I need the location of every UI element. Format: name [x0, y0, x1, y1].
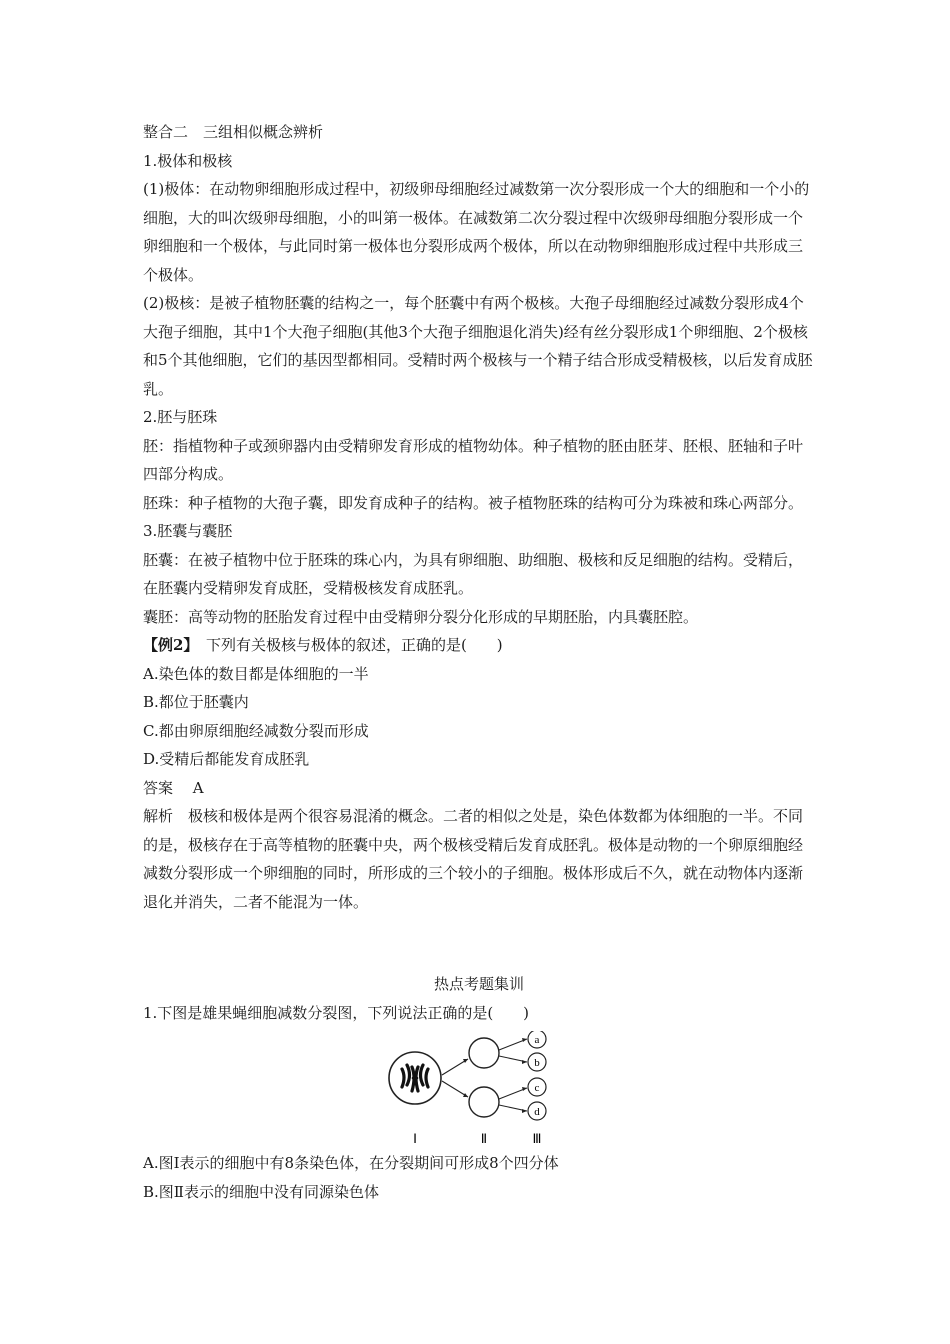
- analysis-label: 解析: [143, 807, 174, 825]
- section-3-paragraph-2: 囊胚：高等动物的胚胎发育过程中由受精卵分裂分化形成的早期胚胎，内具囊胚腔。: [143, 607, 699, 626]
- spacer: [143, 916, 815, 970]
- example-option-d: D.受精后都能发育成胚乳: [143, 750, 310, 768]
- label-b: b: [534, 1057, 540, 1069]
- meiosis-diagram: [388, 1031, 568, 1147]
- training-option-b: B.图Ⅱ表示的细胞中没有同源染色体: [143, 1182, 379, 1201]
- example-analysis: [143, 802, 815, 916]
- example-option-b: B.都位于胚囊内: [143, 693, 249, 711]
- cell-II-bottom: [469, 1087, 499, 1117]
- label-c: c: [534, 1082, 540, 1094]
- example-option-a: A.染色体的数目都是体细胞的一半: [143, 664, 369, 683]
- chromosomes-icon: [402, 1065, 428, 1091]
- label-d: d: [534, 1106, 540, 1118]
- example-question: [143, 631, 815, 660]
- training-title: 热点考题集训: [433, 975, 524, 993]
- stage-label-II: Ⅱ: [480, 1131, 488, 1146]
- section-1-paragraph-2: (2)极核：是被子植物胚囊的结构之一，每个胚囊中有两个极核。大孢子母细胞经过减数分裂形成4个大孢子细胞，其中1个大孢子细胞(其他3个大孢子细胞退化消失)经有丝分裂形成1个卵细胞、2个极核和5个其他细胞，它们的基因型都相同。受精时两个极核与一个精子结合形成受精极核，以后发育成胚乳。: [143, 294, 813, 398]
- example-question-text: 下列有关极核与极体的叙述，正确的是( ): [190, 636, 503, 654]
- section-title: 整合二 三组相似概念辨析: [143, 123, 324, 141]
- section-2-heading: 2.胚与胚珠: [143, 408, 218, 426]
- section-2-paragraph-2: 胚珠：种子植物的大孢子囊，即发育成种子的结构。被子植物胚珠的结构可分为珠被和珠心两部分。: [143, 493, 804, 512]
- section-2-paragraph-1: 胚：指植物种子或颈卵器内由受精卵发育形成的植物幼体。种子植物的胚由胚芽、胚根、胚轴和子叶四部分构成。: [143, 436, 804, 483]
- answer-value: A: [192, 778, 204, 797]
- example-option-c: C.都由卵原细胞经减数分裂而形成: [143, 721, 369, 740]
- answer-label: 答案: [143, 778, 174, 797]
- section-1-paragraph-1: (1)极体：在动物卵细胞形成过程中，初级卵母细胞经过减数第一次分裂形成一个大的细胞和一个小的细胞，大的叫次级卵母细胞，小的叫第一极体。在减数第二次分裂过程中次级卵母细胞分裂形成一个卵细胞和一个极体，与此同时第一极体也分裂形成两个极体，所以在动物卵细胞形成过程中共形成三个极体。: [143, 180, 810, 284]
- stage-label-III: Ⅲ: [532, 1131, 542, 1146]
- section-1-heading: 1.极体和极核: [143, 151, 233, 170]
- cell-II-top: [469, 1038, 499, 1068]
- training-option-a: A.图Ⅰ表示的细胞中有8条染色体，在分裂期间可形成8个四分体: [143, 1154, 559, 1172]
- analysis-text: 极核和极体是两个很容易混淆的概念。二者的相似之处是，染色体数都为体细胞的一半。不同的是，极核存在于高等植物的胚囊中央，两个极核受精后发育成胚乳。极体是动物的一个卵原细胞经减数分裂形成一个卵细胞的同时，所形成的三个较小的子细胞。极体形成后不久，就在动物体内逐渐退化并消失，二者不能混为一体。: [143, 807, 804, 911]
- section-3-paragraph-1: 胚囊：在被子植物中位于胚珠的珠心内，为具有卵细胞、助细胞、极核和反足细胞的结构。受精后，在胚囊内受精卵发育成胚，受精极核发育成胚乳。: [143, 550, 804, 597]
- example-answer: [143, 774, 815, 803]
- training-question-1: 1.下图是雄果蝇细胞减数分裂图，下列说法正确的是( ): [143, 1003, 530, 1022]
- document-content: [143, 118, 815, 1206]
- example-label: 【例2】: [143, 636, 191, 654]
- stage-label-I: Ⅰ: [413, 1131, 417, 1146]
- meiosis-figure: [143, 1031, 815, 1147]
- section-3-heading: 3.胚囊与囊胚: [143, 522, 233, 540]
- label-a: a: [534, 1034, 540, 1046]
